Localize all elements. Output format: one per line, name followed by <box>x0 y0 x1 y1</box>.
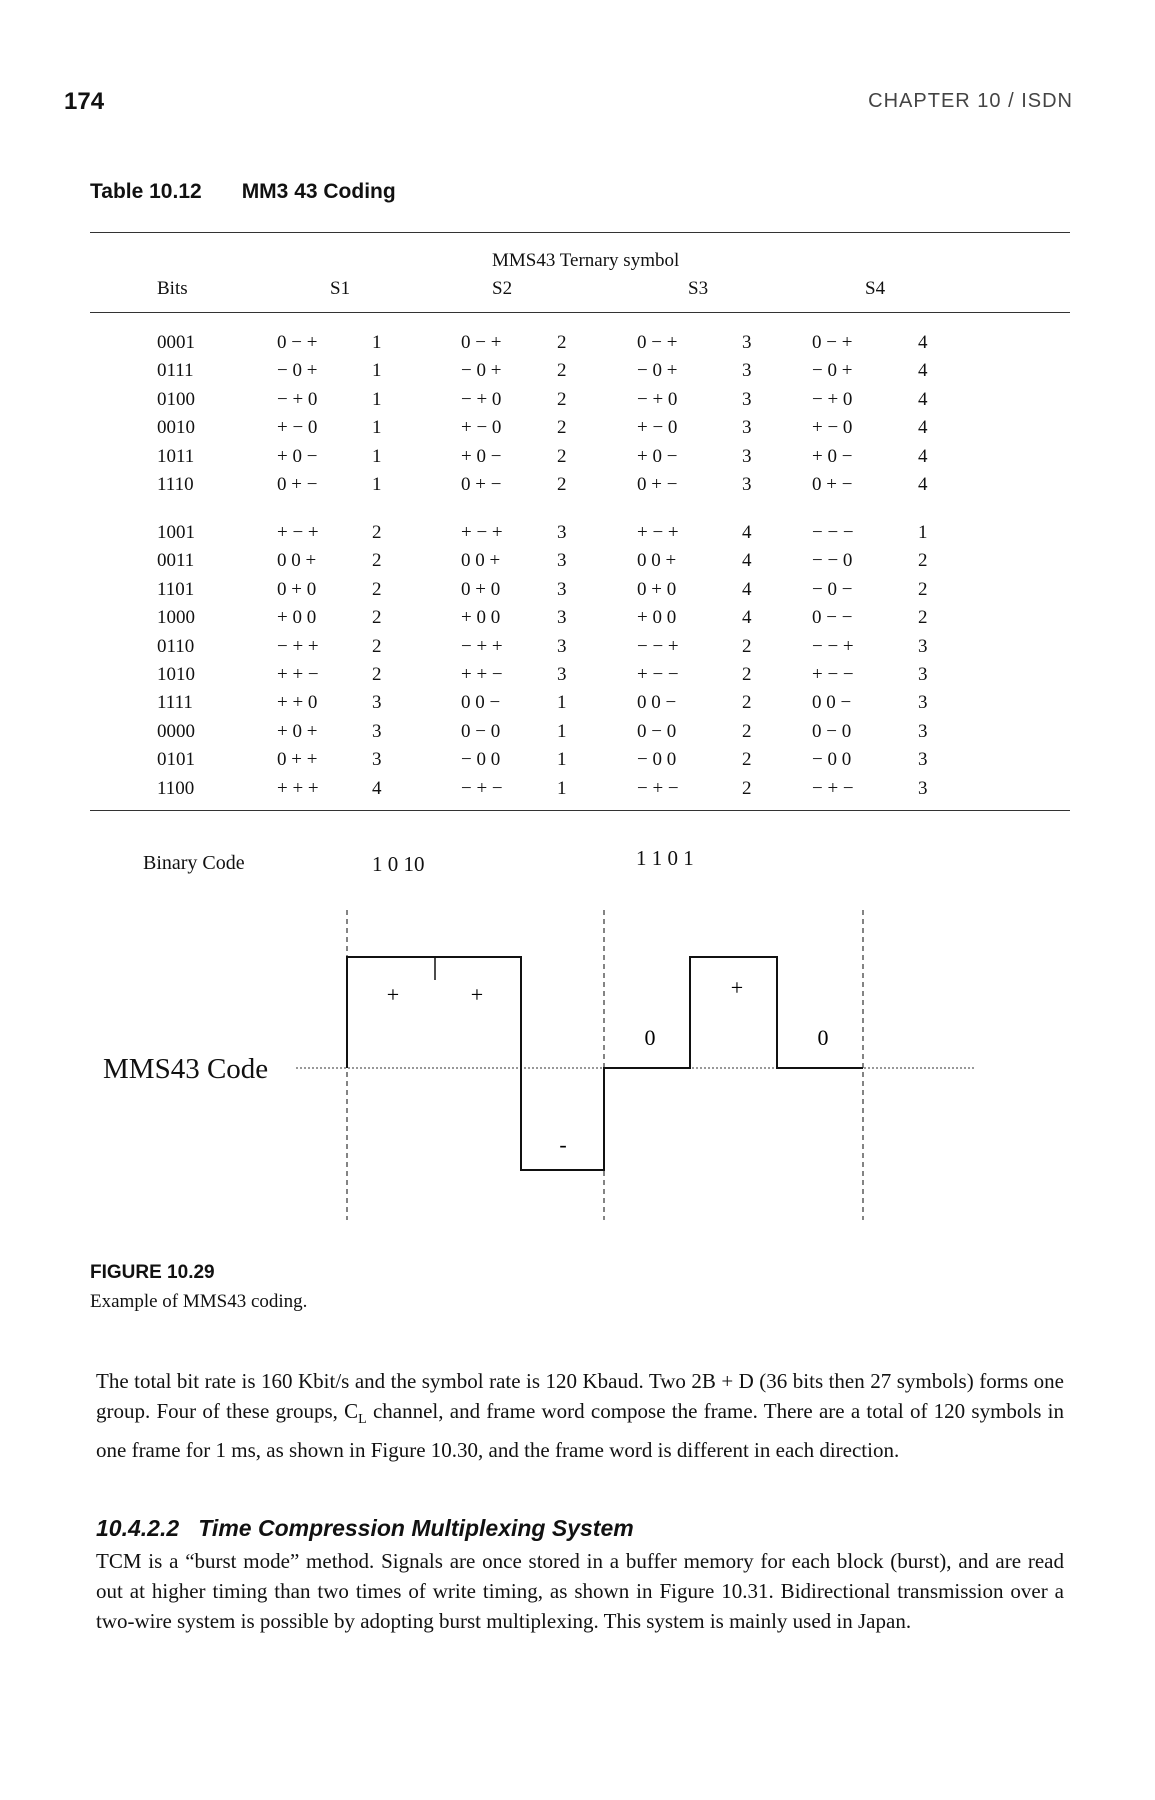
table-cell-s2-level: 1 <box>557 692 567 714</box>
table-cell-s2-symbol: 0 + 0 <box>461 578 501 600</box>
table-cell-s3-symbol: + 0 − <box>637 445 678 467</box>
table-cell-s4-level: 1 <box>918 522 928 543</box>
table-cell-s2-level: 1 <box>557 749 567 771</box>
table-cell-s1-level: 1 <box>372 332 382 353</box>
table-cell-s4-symbol: − 0 0 <box>812 749 852 771</box>
table-cell-s2-symbol: − 0 0 <box>461 749 501 771</box>
table-cell-s3-level: 2 <box>742 664 752 685</box>
table-cell-s4-symbol: − 0 − <box>812 578 853 600</box>
symbol-label: 0 <box>644 1025 656 1050</box>
symbol-label: 0 <box>817 1025 829 1050</box>
table-cell-s4-level: 4 <box>918 474 928 495</box>
body-paragraph-2: TCM is a “burst mode” method. Signals are once stored in a buffer memory for each block (burst), and are read out at higher timing than two times of write timing, as shown in Figure 10.31. Bidirectional transmission over a two-wire system is possible by adopting burst multiplexing. This system is mainly used in Japan. <box>96 1549 1064 1633</box>
table-cell-bits: 0111 <box>157 360 194 382</box>
table-cell-s1-level: 2 <box>372 578 382 600</box>
table-cell-s1-level: 3 <box>372 749 382 771</box>
table-cell-s2-level: 1 <box>557 720 567 742</box>
table-cell-s1-level: 2 <box>372 635 382 657</box>
table-cell-s2-level: 3 <box>557 522 567 543</box>
column-header-s2: S2 <box>492 278 513 299</box>
table-cell-bits: 1110 <box>157 474 194 495</box>
table-cell-s4-symbol: 0 + − <box>812 474 853 495</box>
table-cell-s3-symbol: 0 0 − <box>637 692 677 714</box>
table-cell-s1-symbol: + + − <box>277 664 319 685</box>
table-cell-s4-symbol: + − − <box>812 664 854 685</box>
paragraph-1-part-b: channel, and frame word compose the frame. There are a total of 120 symbols in one frame for 1 ms, as shown in Figure 10.30, and the frame word is different in each direction. <box>96 1399 1064 1463</box>
table-cell-s1-level: 1 <box>372 445 382 467</box>
table-cell-bits: 0000 <box>157 720 195 742</box>
mms43-code-label: MMS43 Code <box>103 1053 269 1085</box>
symbol-label: + <box>470 982 484 1007</box>
table-cell-s4-level: 3 <box>918 692 928 714</box>
table-cell-s2-symbol: + 0 0 <box>461 607 501 629</box>
table-cell-s3-symbol: + − + <box>637 522 679 543</box>
table-cell-s1-level: 1 <box>372 388 382 410</box>
table-cell-s3-level: 3 <box>742 360 752 382</box>
table-cell-s2-symbol: + 0 − <box>461 445 502 467</box>
table-cell-s4-level: 4 <box>918 332 928 353</box>
table-cell-s1-level: 4 <box>372 777 382 799</box>
table-cell-s3-level: 2 <box>742 635 752 657</box>
section-heading: 10.4.2.2 Time Compression Multiplexing System <box>96 1515 634 1541</box>
table-cell-bits: 1100 <box>157 777 195 799</box>
running-head: CHAPTER 10 / ISDN <box>868 90 1073 112</box>
table-cell-s4-level: 3 <box>918 749 928 771</box>
table-cell-s4-level: 3 <box>918 635 928 657</box>
table-cell-s1-symbol: 0 + − <box>277 474 318 495</box>
table-cell-s4-symbol: − − + <box>812 635 854 657</box>
table-cell-s2-level: 3 <box>557 635 567 657</box>
table-cell-bits: 1111 <box>157 692 193 714</box>
table-cell-s4-symbol: − + 0 <box>812 388 853 410</box>
table-cell-s2-symbol: 0 0 − <box>461 692 501 714</box>
table-cell-s1-symbol: 0 + + <box>277 749 318 771</box>
table-cell-s2-symbol: + − + <box>461 522 503 543</box>
table-cell-s1-symbol: + − 0 <box>277 417 318 439</box>
table-cell-s2-symbol: 0 − + <box>461 332 502 353</box>
table-cell-s1-level: 2 <box>372 664 382 685</box>
table-cell-s2-symbol: 0 0 + <box>461 550 501 572</box>
table-cell-s1-symbol: − 0 + <box>277 360 318 382</box>
table-caption-title: MM3 43 Coding <box>241 180 396 203</box>
column-header-s4: S4 <box>865 278 886 299</box>
table-cell-s3-symbol: − 0 + <box>637 360 678 382</box>
table-cell-bits: 1000 <box>157 607 195 629</box>
table-cell-s1-symbol: 0 − + <box>277 332 318 353</box>
symbol-label: + <box>730 975 744 1000</box>
table-cell-s4-symbol: 0 0 − <box>812 692 852 714</box>
table-cell-s1-level: 3 <box>372 692 382 714</box>
table-cell-s3-level: 2 <box>742 720 752 742</box>
table-cell-s4-symbol: 0 − + <box>812 332 853 353</box>
table-cell-s3-level: 3 <box>742 445 752 467</box>
table-cell-s2-level: 3 <box>557 664 567 685</box>
table-cell-s3-level: 3 <box>742 417 752 439</box>
table-cell-s1-symbol: + + 0 <box>277 692 318 714</box>
table-cell-s2-level: 2 <box>557 474 567 495</box>
table-cell-bits: 0101 <box>157 749 195 771</box>
table-cell-s4-level: 4 <box>918 417 928 439</box>
table-cell-s3-symbol: + − 0 <box>637 417 678 439</box>
table-cell-s4-symbol: + − 0 <box>812 417 853 439</box>
table-cell-s2-level: 2 <box>557 360 567 382</box>
table-cell-s1-symbol: + 0 0 <box>277 607 317 629</box>
table-cell-s4-symbol: 0 − 0 <box>812 720 852 742</box>
symbol-label: - <box>559 1132 567 1157</box>
table-cell-s3-symbol: + 0 0 <box>637 607 677 629</box>
table-cell-s4-level: 3 <box>918 720 928 742</box>
table-cell-bits: 1101 <box>157 578 195 600</box>
table-cell-s4-level: 3 <box>918 664 928 685</box>
table-cell-s3-symbol: + − − <box>637 664 679 685</box>
table-cell-s4-symbol: − − 0 <box>812 550 853 572</box>
table-cell-s1-symbol: − + 0 <box>277 388 318 410</box>
table-cell-s2-symbol: 0 − 0 <box>461 720 501 742</box>
table-cell-s2-symbol: − + + <box>461 635 503 657</box>
column-header-bits: Bits <box>157 278 188 299</box>
table-cell-bits: 0100 <box>157 388 195 410</box>
table-cell-s2-level: 2 <box>557 388 567 410</box>
table-cell-s1-symbol: 0 + 0 <box>277 578 317 600</box>
table-cell-s2-symbol: + − 0 <box>461 417 502 439</box>
table-cell-bits: 1001 <box>157 522 195 543</box>
table-cell-s3-symbol: − 0 0 <box>637 749 677 771</box>
table-cell-s3-level: 4 <box>742 607 752 629</box>
table-cell-s3-level: 4 <box>742 550 752 572</box>
table-cell-s2-level: 1 <box>557 777 567 799</box>
table-cell-s3-symbol: − + 0 <box>637 388 678 410</box>
paragraph-1-subscript: L <box>358 1412 367 1428</box>
table-cell-s1-level: 2 <box>372 522 382 543</box>
table-cell-s2-level: 2 <box>557 445 567 467</box>
table-cell-s4-level: 2 <box>918 550 928 572</box>
column-header-s3: S3 <box>688 278 709 299</box>
table-cell-bits: 0010 <box>157 417 195 439</box>
table-cell-s3-level: 2 <box>742 692 752 714</box>
body-paragraph-1 <box>96 1366 1064 1465</box>
table-cell-s2-symbol: − + − <box>461 777 503 799</box>
waveform-line <box>347 957 863 1170</box>
table-cell-s4-level: 3 <box>918 777 928 799</box>
table-cell-s2-level: 3 <box>557 607 567 629</box>
table-cell-s2-symbol: − + 0 <box>461 388 502 410</box>
table-cell-s3-symbol: 0 − + <box>637 332 678 353</box>
table-cell-s3-level: 3 <box>742 474 752 495</box>
table-cell-bits: 1011 <box>157 445 195 467</box>
table-cell-s3-level: 4 <box>742 522 752 543</box>
figure-caption-text: Example of MMS43 coding. <box>90 1291 308 1312</box>
table-cell-bits: 0011 <box>157 550 195 572</box>
table-cell-s4-symbol: 0 − − <box>812 607 853 629</box>
table-cell-s2-level: 3 <box>557 550 567 572</box>
table-cell-s2-level: 2 <box>557 332 567 353</box>
figure-caption-label: FIGURE 10.29 <box>90 1262 215 1283</box>
table-cell-s2-level: 2 <box>557 417 567 439</box>
table-cell-s3-symbol: 0 + 0 <box>637 578 677 600</box>
table-cell-s3-level: 4 <box>742 578 752 600</box>
table-caption-label: Table 10.12 <box>90 180 202 203</box>
table-cell-s3-symbol: 0 − 0 <box>637 720 677 742</box>
table-cell-s1-level: 2 <box>372 607 382 629</box>
table-cell-s4-level: 4 <box>918 360 928 382</box>
paragraph-1-part-a: The total bit rate is 160 Kbit/s and the symbol rate is 120 Kbaud. Two 2B + D (36 bits then 27 symbols) forms one group. Four of these groups, C <box>96 1369 1064 1423</box>
table-cell-s3-symbol: 0 + − <box>637 474 678 495</box>
table-cell-bits: 0110 <box>157 635 195 657</box>
table-cell-s1-symbol: + 0 + <box>277 720 318 742</box>
table-cell-s3-level: 3 <box>742 332 752 353</box>
table-cell-s1-symbol: + + + <box>277 777 319 799</box>
table-cell-s1-symbol: − + + <box>277 635 319 657</box>
table-cell-s4-symbol: − 0 + <box>812 360 853 382</box>
table-cell-s1-level: 1 <box>372 474 382 495</box>
table-cell-s1-level: 1 <box>372 360 382 382</box>
table-cell-s4-level: 4 <box>918 388 928 410</box>
table-cell-s4-level: 2 <box>918 578 928 600</box>
table-cell-s3-symbol: 0 0 + <box>637 550 677 572</box>
binary-group-2: 1 1 0 1 <box>636 846 694 870</box>
binary-group-1: 1 0 10 <box>372 852 425 876</box>
table-cell-bits: 0001 <box>157 332 195 353</box>
table-cell-s3-symbol: − + − <box>637 777 679 799</box>
table-cell-s4-symbol: − + − <box>812 777 854 799</box>
page-number: 174 <box>64 88 105 115</box>
table-cell-s3-level: 2 <box>742 777 752 799</box>
table-cell-s4-symbol: − − − <box>812 522 854 543</box>
table-cell-s3-symbol: − − + <box>637 635 679 657</box>
table-cell-s2-symbol: − 0 + <box>461 360 502 382</box>
table-cell-bits: 1010 <box>157 664 195 685</box>
table-cell-s3-level: 3 <box>742 388 752 410</box>
table-cell-s2-level: 3 <box>557 578 567 600</box>
binary-code-label: Binary Code <box>143 852 245 874</box>
table-cell-s2-symbol: + + − <box>461 664 503 685</box>
table-cell-s1-level: 2 <box>372 550 382 572</box>
table-cell-s1-level: 3 <box>372 720 382 742</box>
table-cell-s1-level: 1 <box>372 417 382 439</box>
table-cell-s1-symbol: 0 0 + <box>277 550 317 572</box>
table-group-header: MMS43 Ternary symbol <box>492 250 680 271</box>
table-cell-s3-level: 2 <box>742 749 752 771</box>
table-cell-s1-symbol: + − + <box>277 522 319 543</box>
table-cell-s2-symbol: 0 + − <box>461 474 502 495</box>
symbol-label: + <box>386 982 400 1007</box>
table-cell-s4-symbol: + 0 − <box>812 445 853 467</box>
table-cell-s1-symbol: + 0 − <box>277 445 318 467</box>
column-header-s1: S1 <box>330 278 351 299</box>
table-cell-s4-level: 2 <box>918 607 928 629</box>
table-cell-s4-level: 4 <box>918 445 928 467</box>
